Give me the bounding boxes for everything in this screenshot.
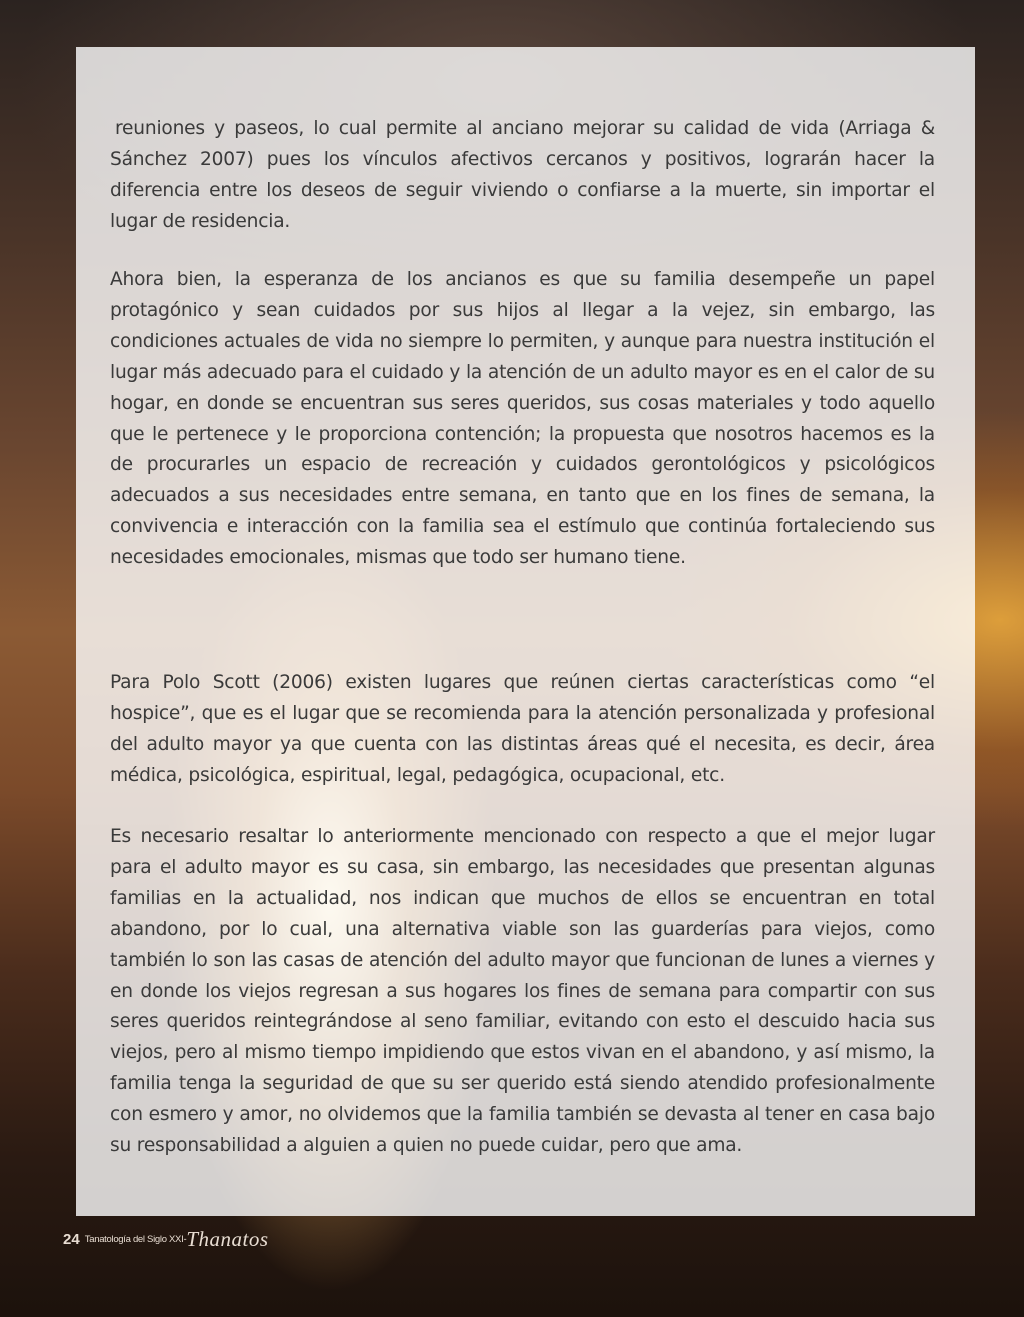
page-number: 24 [63, 1231, 80, 1248]
paragraph-1: reuniones y paseos, lo cual permite al anciano mejorar su calidad de vida (Arriaga & Sánchez 2007) pues los vínculos afectivos cercanos y positivos, lograrán hacer la diferencia entre los deseos de seguir viviendo o confiarse a la muerte, sin importar el lugar de residencia. [110, 118, 935, 232]
paragraph-2: Ahora bien, la esperanza de los ancianos es que su familia desempeñe un papel protagónico y sean cuidados por sus hijos al llegar a la vejez, sin embargo, las condiciones actuales de vida no siempre lo permiten, y aunque para nuestra institución el lugar más adecuado para el cuidado y la atención de un adulto mayor es en el calor de su hogar, en donde se encuentran sus seres queridos, sus cosas materiales y todo aquello que le pertenece y le proporciona contención; la propuesta que nosotros hacemos es la de procurarles un espacio de recreación y cuidados gerontológicos y psicológicos adecuados a sus necesidades entre semana, en tanto que en los fines de semana, la convivencia e interacción con la familia sea el estímulo que continúa fortaleciendo sus necesidades emocionales, mismas que todo ser humano tiene. [110, 269, 935, 569]
magazine-logo: Thanatos [186, 1227, 269, 1251]
paragraph-4: Es necesario resaltar lo anteriormente mencionado con respecto a que el mejor lugar para el adulto mayor es su casa, sin embargo, las necesidades que presentan algunas familias en la actualidad, nos indican que muchos de ellos se encuentran en total abandono, por lo cual, una alternativa viable son las guarderías para viejos, como también lo son las casas de atención del adulto mayor que funcionan de lunes a viernes y en donde los viejos regresan a sus hogares los fines de semana para compartir con sus seres queridos reintegrándose al seno familiar, evitando con esto el descuido hacia sus viejos, pero al mismo tiempo impidiendo que estos vivan en el abandono, y así mismo, la familia tenga la seguridad de que su ser querido está siendo atendido profesionalmente con esmero y amor, no olvidemos que la familia también se devasta al tener en casa bajo su responsabilidad a alguien a quien no puede cuidar, pero que ama. [110, 826, 935, 1157]
page-footer [63, 1227, 269, 1252]
magazine-series: Tanatología del Siglo XXI- [84, 1234, 187, 1245]
paragraph-3: Para Polo Scott (2006) existen lugares que reúnen ciertas características como “el hospice”, que es el lugar que se recomienda para la atención personalizada y profesional del adulto mayor ya que cuenta con las distintas áreas qué el necesita, es decir, área médica, psicológica, espiritual, legal, pedagógica, ocupacional, etc. [110, 672, 935, 786]
